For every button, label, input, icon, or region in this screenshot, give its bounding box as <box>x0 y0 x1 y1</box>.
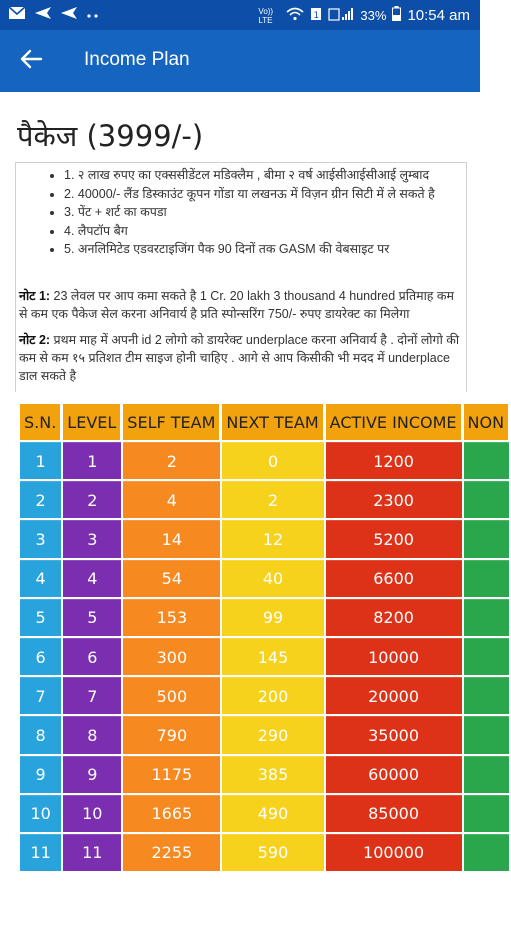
table-row <box>20 756 509 793</box>
cell-non <box>464 599 510 636</box>
note-2 <box>19 331 463 385</box>
cell-sn: 6 <box>20 638 61 675</box>
cell-level: 8 <box>63 716 121 753</box>
package-details <box>15 162 467 392</box>
note-2-label: नोट 2: <box>19 333 51 347</box>
cell-active-income: 35000 <box>326 716 462 753</box>
cell-level: 9 <box>63 756 121 793</box>
cell-sn: 9 <box>20 756 61 793</box>
cell-non <box>464 795 510 832</box>
cell-non <box>464 638 510 675</box>
benefits-list <box>64 166 464 259</box>
cell-level: 1 <box>63 442 121 479</box>
table-row <box>20 795 509 832</box>
cell-next-team: 590 <box>222 834 323 871</box>
note-2-text: प्रथम माह में अपनी id 2 लोगो को डायरेक्ट underplace करना अनिवार्य है . दोनों लोगो की कम से कम १५ प्रतिशत टीम साइज होनी चाहिए . आगे से आप किसीकी भी मदद में underplace डाल सकते है <box>19 333 460 383</box>
cell-non <box>464 756 510 793</box>
cell-sn: 2 <box>20 481 61 518</box>
table-row <box>20 442 509 479</box>
cell-active-income: 100000 <box>326 834 462 871</box>
note-1-text: 23 लेवल पर आप कमा सकते है 1 Cr. 20 lakh 3 thousand 4 hundred प्रतिमाह कम से कम एक पैकेज सेल करना अनिवार्य है प्रति स्पोन्सरिंग 750/- रुपए डायरेक्ट का मिलेगा <box>19 289 454 321</box>
table-row <box>20 599 509 636</box>
table-body <box>20 442 509 871</box>
header-active-income: ACTIVE INCOME <box>326 404 462 440</box>
cell-active-income: 10000 <box>326 638 462 675</box>
back-button[interactable] <box>14 45 48 77</box>
cell-sn: 7 <box>20 677 61 714</box>
cell-next-team: 40 <box>222 560 323 597</box>
note-1 <box>19 287 463 323</box>
table-row <box>20 716 509 753</box>
cell-non <box>464 481 510 518</box>
cell-next-team: 290 <box>222 716 323 753</box>
package-heading: पैकेज (3999/-) <box>17 119 204 153</box>
cell-self-team: 4 <box>123 481 220 518</box>
list-item: • 3. पेंट + शर्ट का कपडा <box>64 203 464 222</box>
cell-active-income: 1200 <box>326 442 462 479</box>
cell-self-team: 2255 <box>123 834 220 871</box>
cell-next-team: 99 <box>222 599 323 636</box>
svg-text:1: 1 <box>313 10 320 21</box>
cell-next-team: 385 <box>222 756 323 793</box>
volte-label: Vo)) LTE <box>258 7 274 25</box>
cell-level: 2 <box>63 481 121 518</box>
cell-non <box>464 520 510 557</box>
cell-next-team: 145 <box>222 638 323 675</box>
sim-icon <box>310 7 322 26</box>
note-1-label: नोट 1: <box>19 289 51 303</box>
cell-next-team: 12 <box>222 520 323 557</box>
battery-icon <box>392 6 401 26</box>
table-header-row <box>20 404 509 440</box>
table-row <box>20 834 509 871</box>
cell-next-team: 0 <box>222 442 323 479</box>
cell-sn: 3 <box>20 520 61 557</box>
cell-non <box>464 834 510 871</box>
cell-self-team: 14 <box>123 520 220 557</box>
cell-active-income: 8200 <box>326 599 462 636</box>
header-next-team: NEXT TEAM <box>222 404 323 440</box>
cell-active-income: 2300 <box>326 481 462 518</box>
table-row <box>20 560 509 597</box>
table-row <box>20 520 509 557</box>
header-level: LEVEL <box>63 404 121 440</box>
cell-sn: 5 <box>20 599 61 636</box>
cell-level: 11 <box>63 834 121 871</box>
app-toolbar <box>0 30 480 92</box>
table-row <box>20 677 509 714</box>
send-icon <box>60 6 78 25</box>
table-row <box>20 481 509 518</box>
cell-next-team: 2 <box>222 481 323 518</box>
cell-sn: 11 <box>20 834 61 871</box>
cell-non <box>464 560 510 597</box>
cell-self-team: 300 <box>123 638 220 675</box>
cell-sn: 10 <box>20 795 61 832</box>
table-row <box>20 638 509 675</box>
list-item: • 4. लैपटॉप बैग <box>64 222 464 241</box>
cell-next-team: 490 <box>222 795 323 832</box>
cell-self-team: 500 <box>123 677 220 714</box>
cell-non <box>464 677 510 714</box>
cell-self-team: 790 <box>123 716 220 753</box>
more-dots-icon <box>86 6 100 25</box>
cell-level: 7 <box>63 677 121 714</box>
cell-sn: 1 <box>20 442 61 479</box>
mail-icon <box>8 6 26 25</box>
cell-active-income: 6600 <box>326 560 462 597</box>
cell-active-income: 85000 <box>326 795 462 832</box>
cell-self-team: 2 <box>123 442 220 479</box>
list-item: • 1. २ लाख रुपए का एक्ससीडेंटल मडिक्लैम , बीमा २ वर्ष आईसीआईसीआई लुम्बाद <box>64 166 464 185</box>
battery-percent: 33% <box>360 8 387 23</box>
signal-icon <box>328 7 354 26</box>
cell-level: 4 <box>63 560 121 597</box>
cell-non <box>464 442 510 479</box>
send-icon <box>34 6 52 25</box>
cell-level: 3 <box>63 520 121 557</box>
cell-self-team: 54 <box>123 560 220 597</box>
cell-active-income: 20000 <box>326 677 462 714</box>
cell-non <box>464 716 510 753</box>
cell-level: 10 <box>63 795 121 832</box>
cell-self-team: 1175 <box>123 756 220 793</box>
cell-sn: 8 <box>20 716 61 753</box>
cell-level: 6 <box>63 638 121 675</box>
cell-sn: 4 <box>20 560 61 597</box>
clock: 10:54 am <box>407 7 470 24</box>
cell-self-team: 153 <box>123 599 220 636</box>
header-self-team: SELF TEAM <box>123 404 220 440</box>
cell-level: 5 <box>63 599 121 636</box>
status-bar <box>0 0 480 30</box>
list-item: • 5. अनलिमिटेड एडवरटाइजिंग पैक 90 दिनों तक GASM की वेबसाइट पर <box>64 240 464 259</box>
cell-next-team: 200 <box>222 677 323 714</box>
wifi-icon <box>286 7 304 26</box>
cell-active-income: 5200 <box>326 520 462 557</box>
header-sn: S.N. <box>20 404 61 440</box>
arrow-left-icon <box>20 49 42 73</box>
list-item: • 2. 40000/- लैंड डिस्काउंट कूपन गोंडा या लखनऊ में विज़न ग्रीन सिटी में ले सकते है <box>64 185 464 204</box>
income-table <box>18 402 511 873</box>
cell-active-income: 60000 <box>326 756 462 793</box>
header-non: NON <box>464 404 510 440</box>
cell-self-team: 1665 <box>123 795 220 832</box>
page-title: Income Plan <box>84 49 190 70</box>
income-table-scroll[interactable] <box>18 402 505 947</box>
